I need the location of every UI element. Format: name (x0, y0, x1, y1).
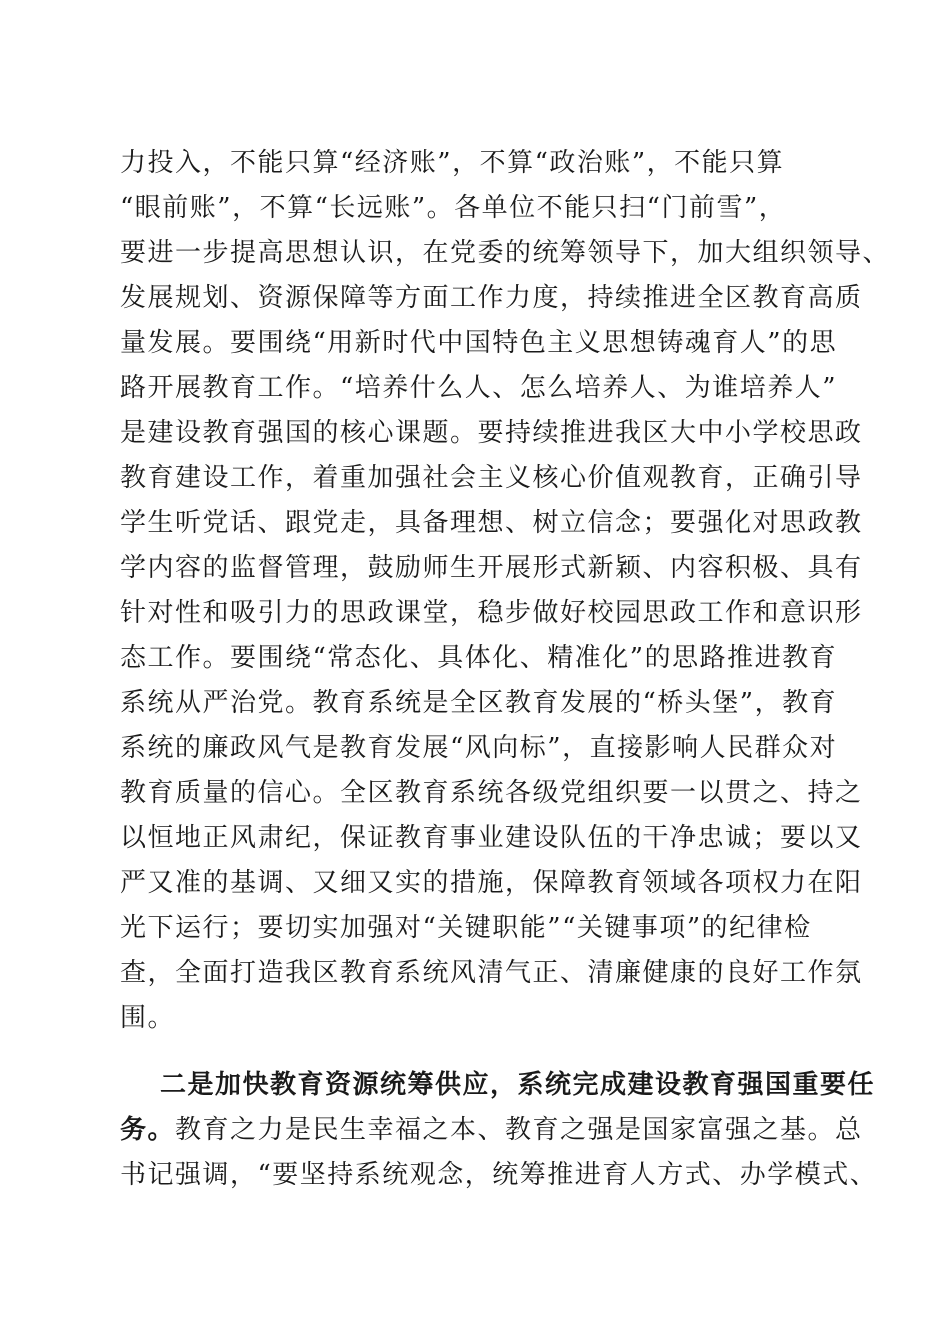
text-line: 路开展教育工作。“培养什么人、怎么培养人、为谁培养人” (120, 373, 838, 403)
text-line-rest: 教育之力是民生幸福之本、教育之强是国家富强之基。总 (175, 1115, 863, 1145)
text-line: 是建设教育强国的核心课题。要持续推进我区大中小学校思政 (120, 418, 863, 448)
paragraph-gap (120, 1041, 840, 1063)
text-line: 学内容的监督管理，鼓励师生开展形式新颖、内容积极、具有 (120, 553, 863, 583)
text-line-mixed (120, 1108, 863, 1153)
text-line: “眼前账”，不算“长远账”。各单位不能只扫“门前雪”， (120, 193, 787, 223)
text-line: 查，全面打造我区教育系统风清气正、清廉健康的良好工作氛 (120, 958, 863, 988)
text-line: 学生听党话、跟党走，具备理想、树立信念；要强化对思政教 (120, 508, 863, 538)
text-line: 系统从严治党。教育系统是全区教育发展的“桥头堡”，教育 (120, 688, 838, 718)
text-line: 发展规划、资源保障等方面工作力度，持续推进全区教育高质 (120, 283, 863, 313)
text-line: 严又准的基调、又细又实的措施，保障教育领域各项权力在阳 (120, 868, 863, 898)
section-heading-end: 务。 (120, 1115, 176, 1145)
text-line: 量发展。要围绕“用新时代中国特色主义思想铸魂育人”的思 (120, 328, 838, 358)
text-line: 光下运行；要切实加强对“关键职能”“关键事项”的纪律检 (120, 913, 812, 943)
section-heading-line: 二是加快教育资源统筹供应，系统完成建设教育强国重要任 (160, 1070, 876, 1100)
text-line: 教育质量的信心。全区教育系统各级党组织要一以贯之、持之 (120, 778, 863, 808)
text-line: 书记强调，“要坚持系统观念，统筹推进育人方式、办学模式、 (120, 1160, 878, 1190)
text-line: 教育建设工作，着重加强社会主义核心价值观教育，正确引导 (120, 463, 863, 493)
text-line: 针对性和吸引力的思政课堂，稳步做好校园思政工作和意识形 (120, 598, 863, 628)
text-line: 系统的廉政风气是教育发展“风向标”，直接影响人民群众对 (120, 733, 838, 763)
text-line: 围。 (120, 1003, 176, 1033)
text-line: 态工作。要围绕“常态化、具体化、精准化”的思路推进教育 (120, 643, 838, 673)
body-text (120, 141, 891, 1198)
text-line: 以恒地正风肃纪，保证教育事业建设队伍的干净忠诚；要以又 (120, 823, 863, 853)
text-line: 力投入，不能只算“经济账”，不算“政治账”，不能只算 (120, 148, 785, 178)
text-line: 要进一步提高思想认识，在党委的统筹领导下，加大组织领导、 (120, 238, 891, 268)
